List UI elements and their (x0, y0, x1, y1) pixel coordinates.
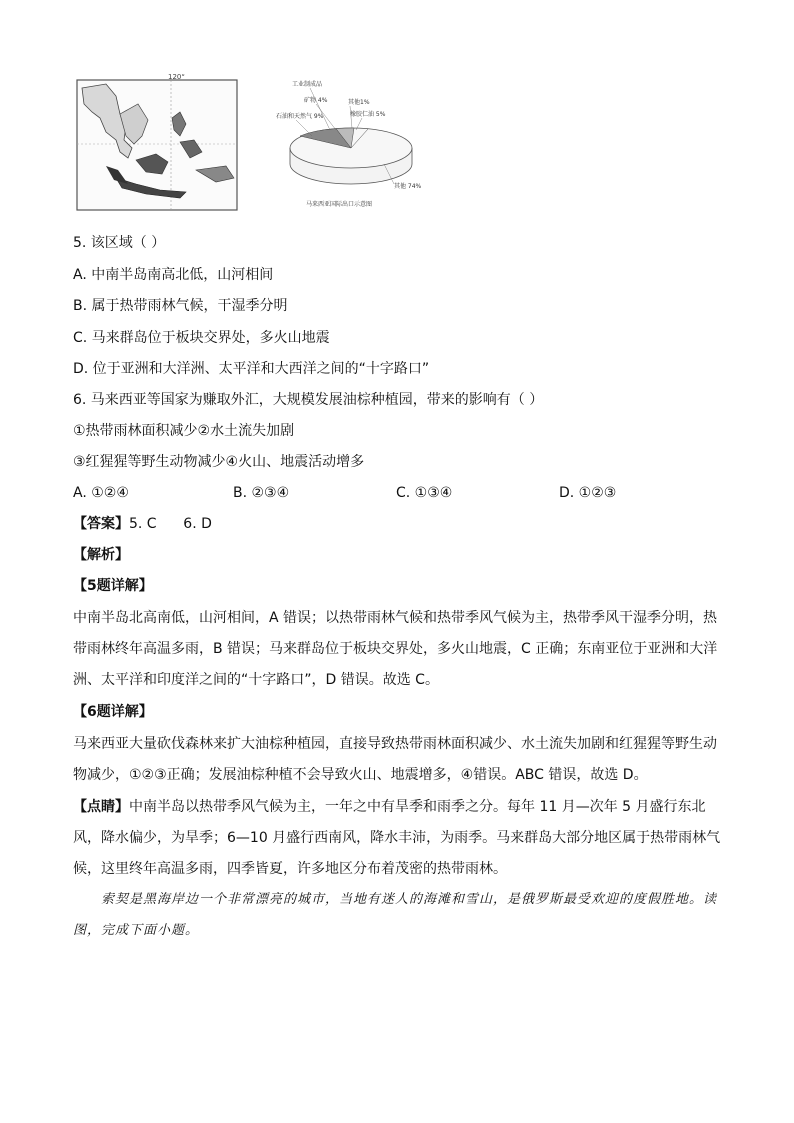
detail6-paragraph (73, 729, 723, 791)
answer-text: 5. C 6. D (129, 516, 212, 532)
tip-row: 候，这里终年高温多雨，四季皆夏，许多地区分布着茂密的热带雨林。 (73, 861, 507, 877)
detail5-row: 中南半岛北高南低，山河相间，A 错误；以热带雨林气候和热带季风气候为主，热带季风干湿季分明，热 (73, 610, 718, 626)
q5-stem: 5. 该区域（ ） (73, 235, 166, 251)
q5-option-a: A. 中南半岛南高北低，山河相间 (73, 267, 274, 283)
pie-image (276, 74, 426, 216)
tip-row: 风，降水偏少，为旱季；6—10 月盛行西南风，降水丰沛，为雨季。马来群岛大部分地区属于热带雨林气 (73, 830, 721, 846)
next-intro-row: 图，完成下面小题。 (73, 923, 200, 938)
next-intro-row: 索契是黑海岸边一个非常漂亮的城市，当地有迷人的海滩和雪山，是俄罗斯最受欢迎的度假胜地。读 (73, 892, 718, 907)
analysis-label: 【解析】 (73, 547, 129, 563)
answer-line (73, 514, 212, 534)
answer-label: 【答案】 (73, 516, 129, 532)
figure-area (76, 74, 436, 216)
pie-label-d: 其他1% (348, 99, 370, 106)
pie-label-e: 橡胶仁油 5% (350, 111, 386, 118)
q5-option-d: D. 位于亚洲和大洋洲、太平洋和大西洋之间的“十字路口” (73, 361, 430, 377)
q6-stem: 6. 马来西亚等国家为赚取外汇，大规模发展油棕种植园，带来的影响有（ ） (73, 392, 544, 408)
pie-title: 马来西亚国际出口示意图 (306, 201, 373, 208)
southeast-asia-map (76, 74, 240, 212)
q6-line-1: ①热带雨林面积减少②水土流失加剧 (73, 423, 295, 439)
tip-row-text: 中南半岛以热带季风气候为主，一年之中有旱季和雨季之分。每年 11 月—次年 5 月盛行东北 (129, 799, 706, 815)
detail6-row: 物减少，①②③正确；发展油棕种植不会导致火山、地震增多，④错误。ABC 错误，故选 D。 (73, 767, 648, 783)
q6-option-d: D. ①②③ (559, 485, 617, 501)
next-intro (73, 884, 723, 946)
map-image (76, 74, 240, 212)
map-lon-label: 120° (168, 74, 185, 81)
pie-label-b: 矿物 4% (304, 97, 328, 104)
q6-option-b: B. ②③④ (233, 485, 290, 501)
q6-options (73, 483, 616, 503)
detail5-paragraph (73, 603, 723, 696)
pie-label-a: 工业制成品 (292, 81, 323, 88)
q5-option-b: B. 属于热带雨林气候，干湿季分明 (73, 298, 288, 314)
q6-line-2: ③红猩猩等野生动物减少④火山、地震活动增多 (73, 454, 365, 470)
tip-paragraph (73, 792, 723, 885)
q6-option-a: A. ①②④ (73, 485, 129, 501)
detail5-label: 【5题详解】 (73, 578, 153, 594)
q6-option-c: C. ①③④ (396, 485, 453, 501)
detail5-row: 洲、太平洋和印度洋之间的“十字路口”，D 错误。故选 C。 (73, 672, 439, 688)
q5-option-c: C. 马来群岛位于板块交界处，多火山地震 (73, 330, 330, 346)
detail6-row: 马来西亚大量砍伐森林来扩大油棕种植园，直接导致热带雨林面积减少、水土流失加剧和红猩猩等野生动 (73, 736, 717, 752)
export-pie-chart (276, 74, 426, 216)
pie-label-c: 石油和天然气 9% (276, 113, 324, 120)
tip-label: 【点睛】 (73, 799, 129, 815)
pie-label-f: 其他 74% (394, 183, 422, 190)
detail5-row: 带雨林终年高温多雨，B 错误；马来群岛位于板块交界处，多火山地震，C 正确；东南亚位于亚洲和大洋 (73, 641, 718, 657)
tip-row-1 (73, 792, 723, 823)
detail6-label: 【6题详解】 (73, 704, 153, 720)
